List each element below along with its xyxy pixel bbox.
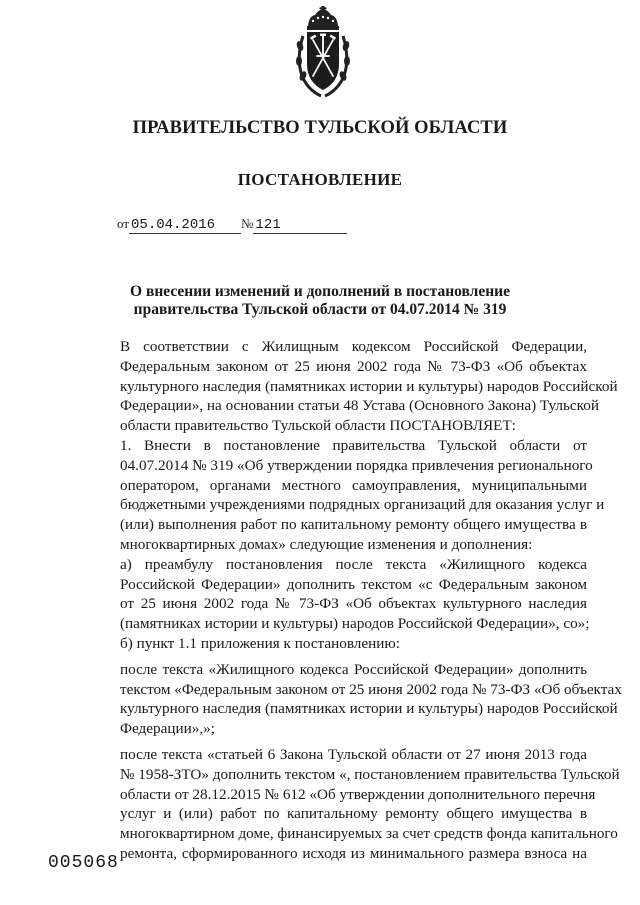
text-line: после текста «Жилищного кодекса Российской Федерации» дополнить	[120, 660, 587, 678]
paragraph-item-1	[87, 436, 605, 555]
text-line: текстом «Федеральным законом от 25 июня 2002 года № 73-ФЗ «Об объектах	[120, 680, 622, 698]
text-line: бюджетными учреждениями подрядных организаций для оказания услуг и	[120, 496, 605, 514]
text-line: В соответствии с Жилищным кодексом Российской Федерации,	[120, 338, 587, 355]
text-line: б) пункт 1.1 приложения к постановлению:	[120, 634, 400, 652]
text-line: (памятниках истории и культуры) народов Российской Федерации», со»;	[120, 615, 590, 633]
text-line: культурного наследия (памятниках истории и культуры) народов Российской	[120, 377, 618, 395]
organization-title: ПРАВИТЕЛЬСТВО ТУЛЬСКОЙ ОБЛАСТИ	[132, 118, 508, 138]
paragraph-item-b-2	[87, 745, 620, 864]
text-line: Федеральным законом от 25 июня 2002 года № 73-ФЗ «Об объектах	[120, 357, 587, 375]
text-line: от 25 июня 2002 года № 73-ФЗ «Об объектах культурного наследия	[120, 595, 587, 613]
subject-line: правительства Тульской области от 04.07.2014 № 319	[133, 301, 507, 318]
text-line: оператором, органами местного самоуправления, муниципальными	[120, 476, 587, 494]
subject-line: О внесении изменений и дополнений в постановление	[130, 283, 510, 300]
paragraph-item-b-1	[87, 660, 622, 739]
text-line: 04.07.2014 № 319 «Об утверждении порядка привлечения регионального	[120, 456, 593, 474]
text-line: культурного наследия (памятниках истории и культуры) народов Российской	[120, 700, 618, 718]
document-meta	[117, 216, 347, 234]
document-serial-number: 005068	[48, 853, 119, 873]
text-line: ремонта, сформированного исходя из минимального размера взноса на	[120, 844, 587, 862]
document-number: 121	[253, 218, 347, 234]
number-label: №	[241, 216, 254, 231]
paragraph-item-b	[87, 634, 587, 654]
paragraph-item-a	[87, 555, 590, 634]
text-line: области правительство Тульской области ПОСТАНОВЛЯЕТ:	[120, 417, 516, 435]
text-line: а) преамбулу постановления после текста «Жилищного кодекса	[120, 555, 587, 573]
tula-coat-of-arms-emblem	[294, 6, 352, 100]
text-line: услуг и (или) работ по капитальному ремонту общего имущества в	[120, 805, 587, 823]
document-type: ПОСТАНОВЛЕНИЕ	[237, 170, 403, 189]
text-line: области от 28.12.2015 № 612 «Об утверждении дополнительного перечня	[120, 785, 596, 803]
document-body	[87, 337, 622, 864]
text-line: № 1958-ЗТО» дополнить текстом «, постановлением правительства Тульской	[120, 765, 620, 783]
text-line: Федерации», на основании статьи 48 Устава (Основного Закона) Тульской	[120, 397, 599, 415]
text-line: (или) выполнения работ по капитальному ремонту общего имущества в	[120, 516, 587, 534]
text-line: Федерации»,»;	[120, 720, 215, 738]
document-date: 05.04.2016	[129, 218, 241, 234]
document-subject	[0, 283, 640, 319]
text-line: многоквартирных домах» следующие изменения и дополнения:	[120, 535, 533, 553]
text-line: многоквартирном доме, финансируемых за счет средств фонда капитального	[120, 825, 618, 843]
text-line: Российской Федерации» дополнить текстом «с Федеральным законом	[120, 575, 587, 593]
text-line: после текста «статьей 6 Закона Тульской области от 27 июня 2013 года	[120, 745, 587, 763]
paragraph-preamble	[87, 337, 618, 436]
date-label: от	[117, 216, 130, 231]
text-line: 1. Внести в постановление правительства Тульской области от	[120, 436, 587, 454]
